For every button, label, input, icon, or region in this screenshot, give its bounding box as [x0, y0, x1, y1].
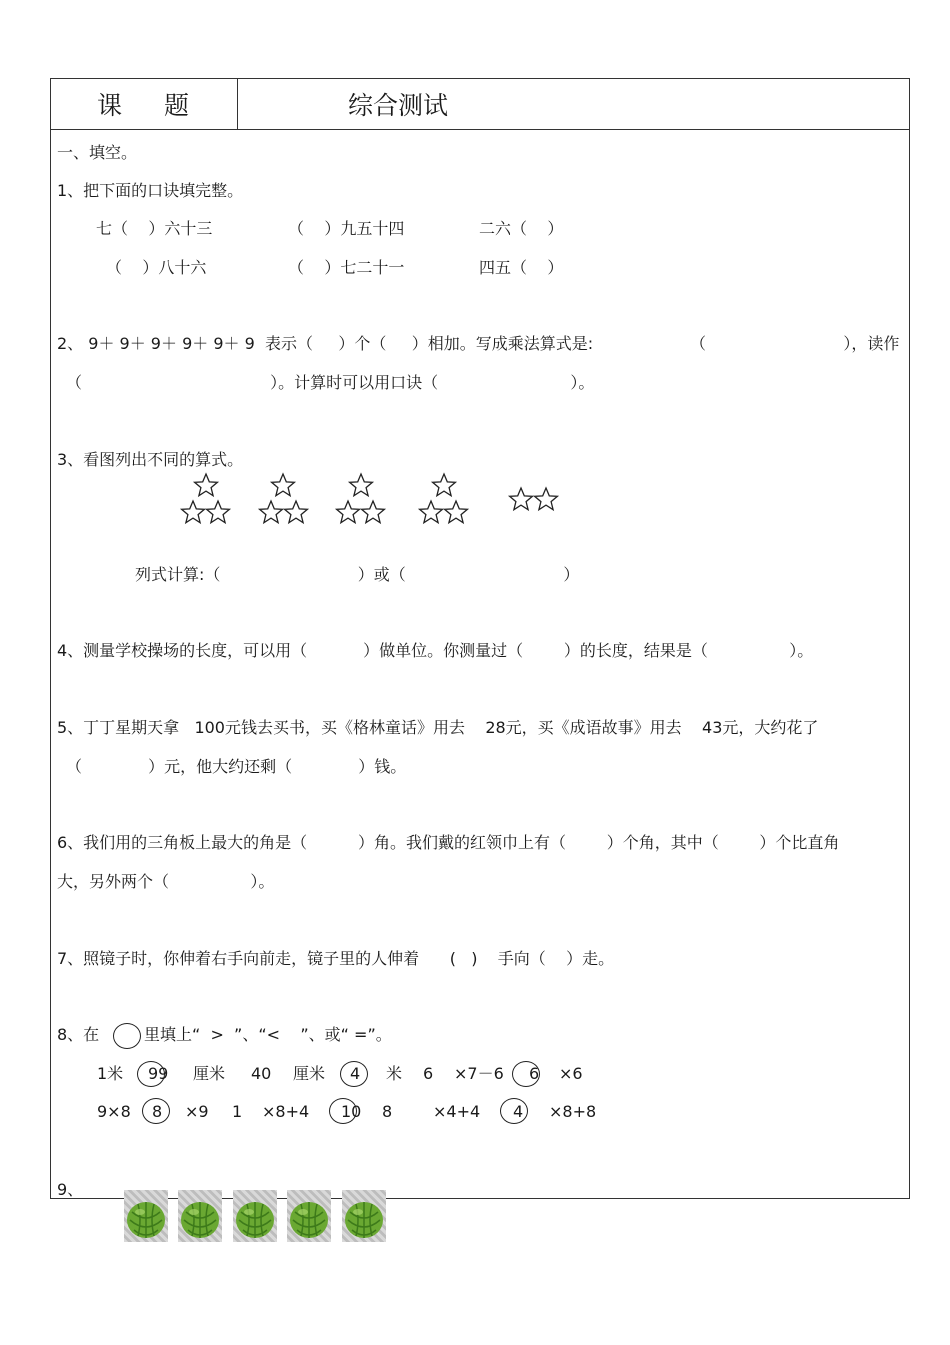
section-heading: 一、填空。 — [57, 143, 138, 162]
compare-circle-icon — [113, 1023, 141, 1049]
q3-answer: 列式计算:（ ）或（ ） — [135, 565, 580, 584]
star-group-5 — [510, 488, 558, 510]
q8-r2-a: 9×8 — [97, 1102, 131, 1121]
q8-r2-g: 8 — [382, 1102, 393, 1121]
q2-line-1b: （ ），读作 — [690, 334, 900, 353]
q2-line-2: （ ）。计算时可以用口诀（ ）。 — [66, 373, 595, 392]
q4-text: 4、测量学校操场的长度，可以用（ ）做单位。你测量过（ ）的长度，结果是（ ）。 — [57, 641, 814, 660]
q6-line-2: 大，另外两个（ ）。 — [57, 872, 275, 891]
header-label — [51, 79, 238, 129]
q2-line-1: 2、 9＋ 9＋ 9＋ 9＋ 9＋ 9 表示（ ）个（ ）相加。写成乘法算式是: — [57, 334, 594, 353]
header-label-b: 题 — [164, 91, 192, 120]
q8-r1-f: 4 — [350, 1064, 361, 1083]
q8-r1-j: 6 — [529, 1064, 540, 1083]
header-row — [51, 79, 909, 130]
q8-r1-b: 99 — [148, 1064, 169, 1083]
q8-r1-k: ×6 — [559, 1064, 583, 1083]
q1-blank-3: 二六（ ） — [479, 219, 564, 238]
q3-prompt: 3、看图列出不同的算式。 — [57, 450, 244, 469]
q1-prompt: 1、把下面的口诀填完整。 — [57, 181, 244, 200]
q8-r2-i: 4 — [513, 1102, 524, 1121]
star-group-4 — [420, 474, 468, 523]
q8-r1-g: 米 — [386, 1064, 403, 1083]
q5-line-2: （ ）元，他大约还剩（ ）钱。 — [66, 757, 407, 776]
q5-line-1: 5、丁丁星期天拿 100元钱去买书，买《格林童话》用去 28元，买《成语故事》用去 43元，大约花了 — [57, 718, 819, 737]
q8-prompt-b: 里填上“ > ”、“< ”、或“ =”。 — [144, 1025, 392, 1044]
star-group-2 — [260, 474, 308, 523]
star-group-3 — [337, 474, 385, 523]
q1-blank-5: （ ）七二十一 — [288, 258, 405, 277]
star-group-1 — [182, 474, 230, 523]
q8-r2-j: ×8+8 — [549, 1102, 597, 1121]
header-label-a: 课 — [96, 91, 124, 120]
q8-r2-e: ×8+4 — [262, 1102, 310, 1121]
stars-figure — [175, 468, 575, 532]
melon-icon — [287, 1190, 331, 1242]
melon-icon — [178, 1190, 222, 1242]
q8-r2-h: ×4+4 — [433, 1102, 481, 1121]
melon-icon — [233, 1190, 277, 1242]
q1-blank-6: 四五（ ） — [479, 258, 564, 277]
q1-blank-2: （ ）九五十四 — [288, 219, 405, 238]
q8-r1-h: 6 — [423, 1064, 434, 1083]
worksheet-title: 综合测试 — [348, 91, 449, 120]
q8-r1-c: 厘米 — [193, 1064, 226, 1083]
q8-prompt-a: 8、在 — [57, 1025, 100, 1044]
q8-r1-d: 40 — [251, 1064, 272, 1083]
melon-icon — [342, 1190, 386, 1242]
q7-text: 7、照镜子时，你伸着右手向前走，镜子里的人伸着 ( ) 手向（ ）走。 — [57, 949, 615, 968]
q8-r1-e: 厘米 — [293, 1064, 326, 1083]
q8-r2-b: 8 — [152, 1102, 163, 1121]
q1-blank-1: 七（ ）六十三 — [96, 219, 213, 238]
q1-blank-4: （ ）八十六 — [106, 258, 207, 277]
melon-icon — [124, 1190, 168, 1242]
q8-r2-d: 1 — [232, 1102, 243, 1121]
q8-r2-f: 10 — [341, 1102, 362, 1121]
q8-r1-i: ×7－6 — [454, 1064, 504, 1083]
q9-label: 9、 — [57, 1180, 84, 1199]
q6-line-1: 6、我们用的三角板上最大的角是（ ）角。我们戴的红领巾上有（ ）个角，其中（ ）个比直角 — [57, 833, 840, 852]
q8-r1-a: 1米 — [97, 1064, 124, 1083]
q8-r2-c: ×9 — [185, 1102, 209, 1121]
